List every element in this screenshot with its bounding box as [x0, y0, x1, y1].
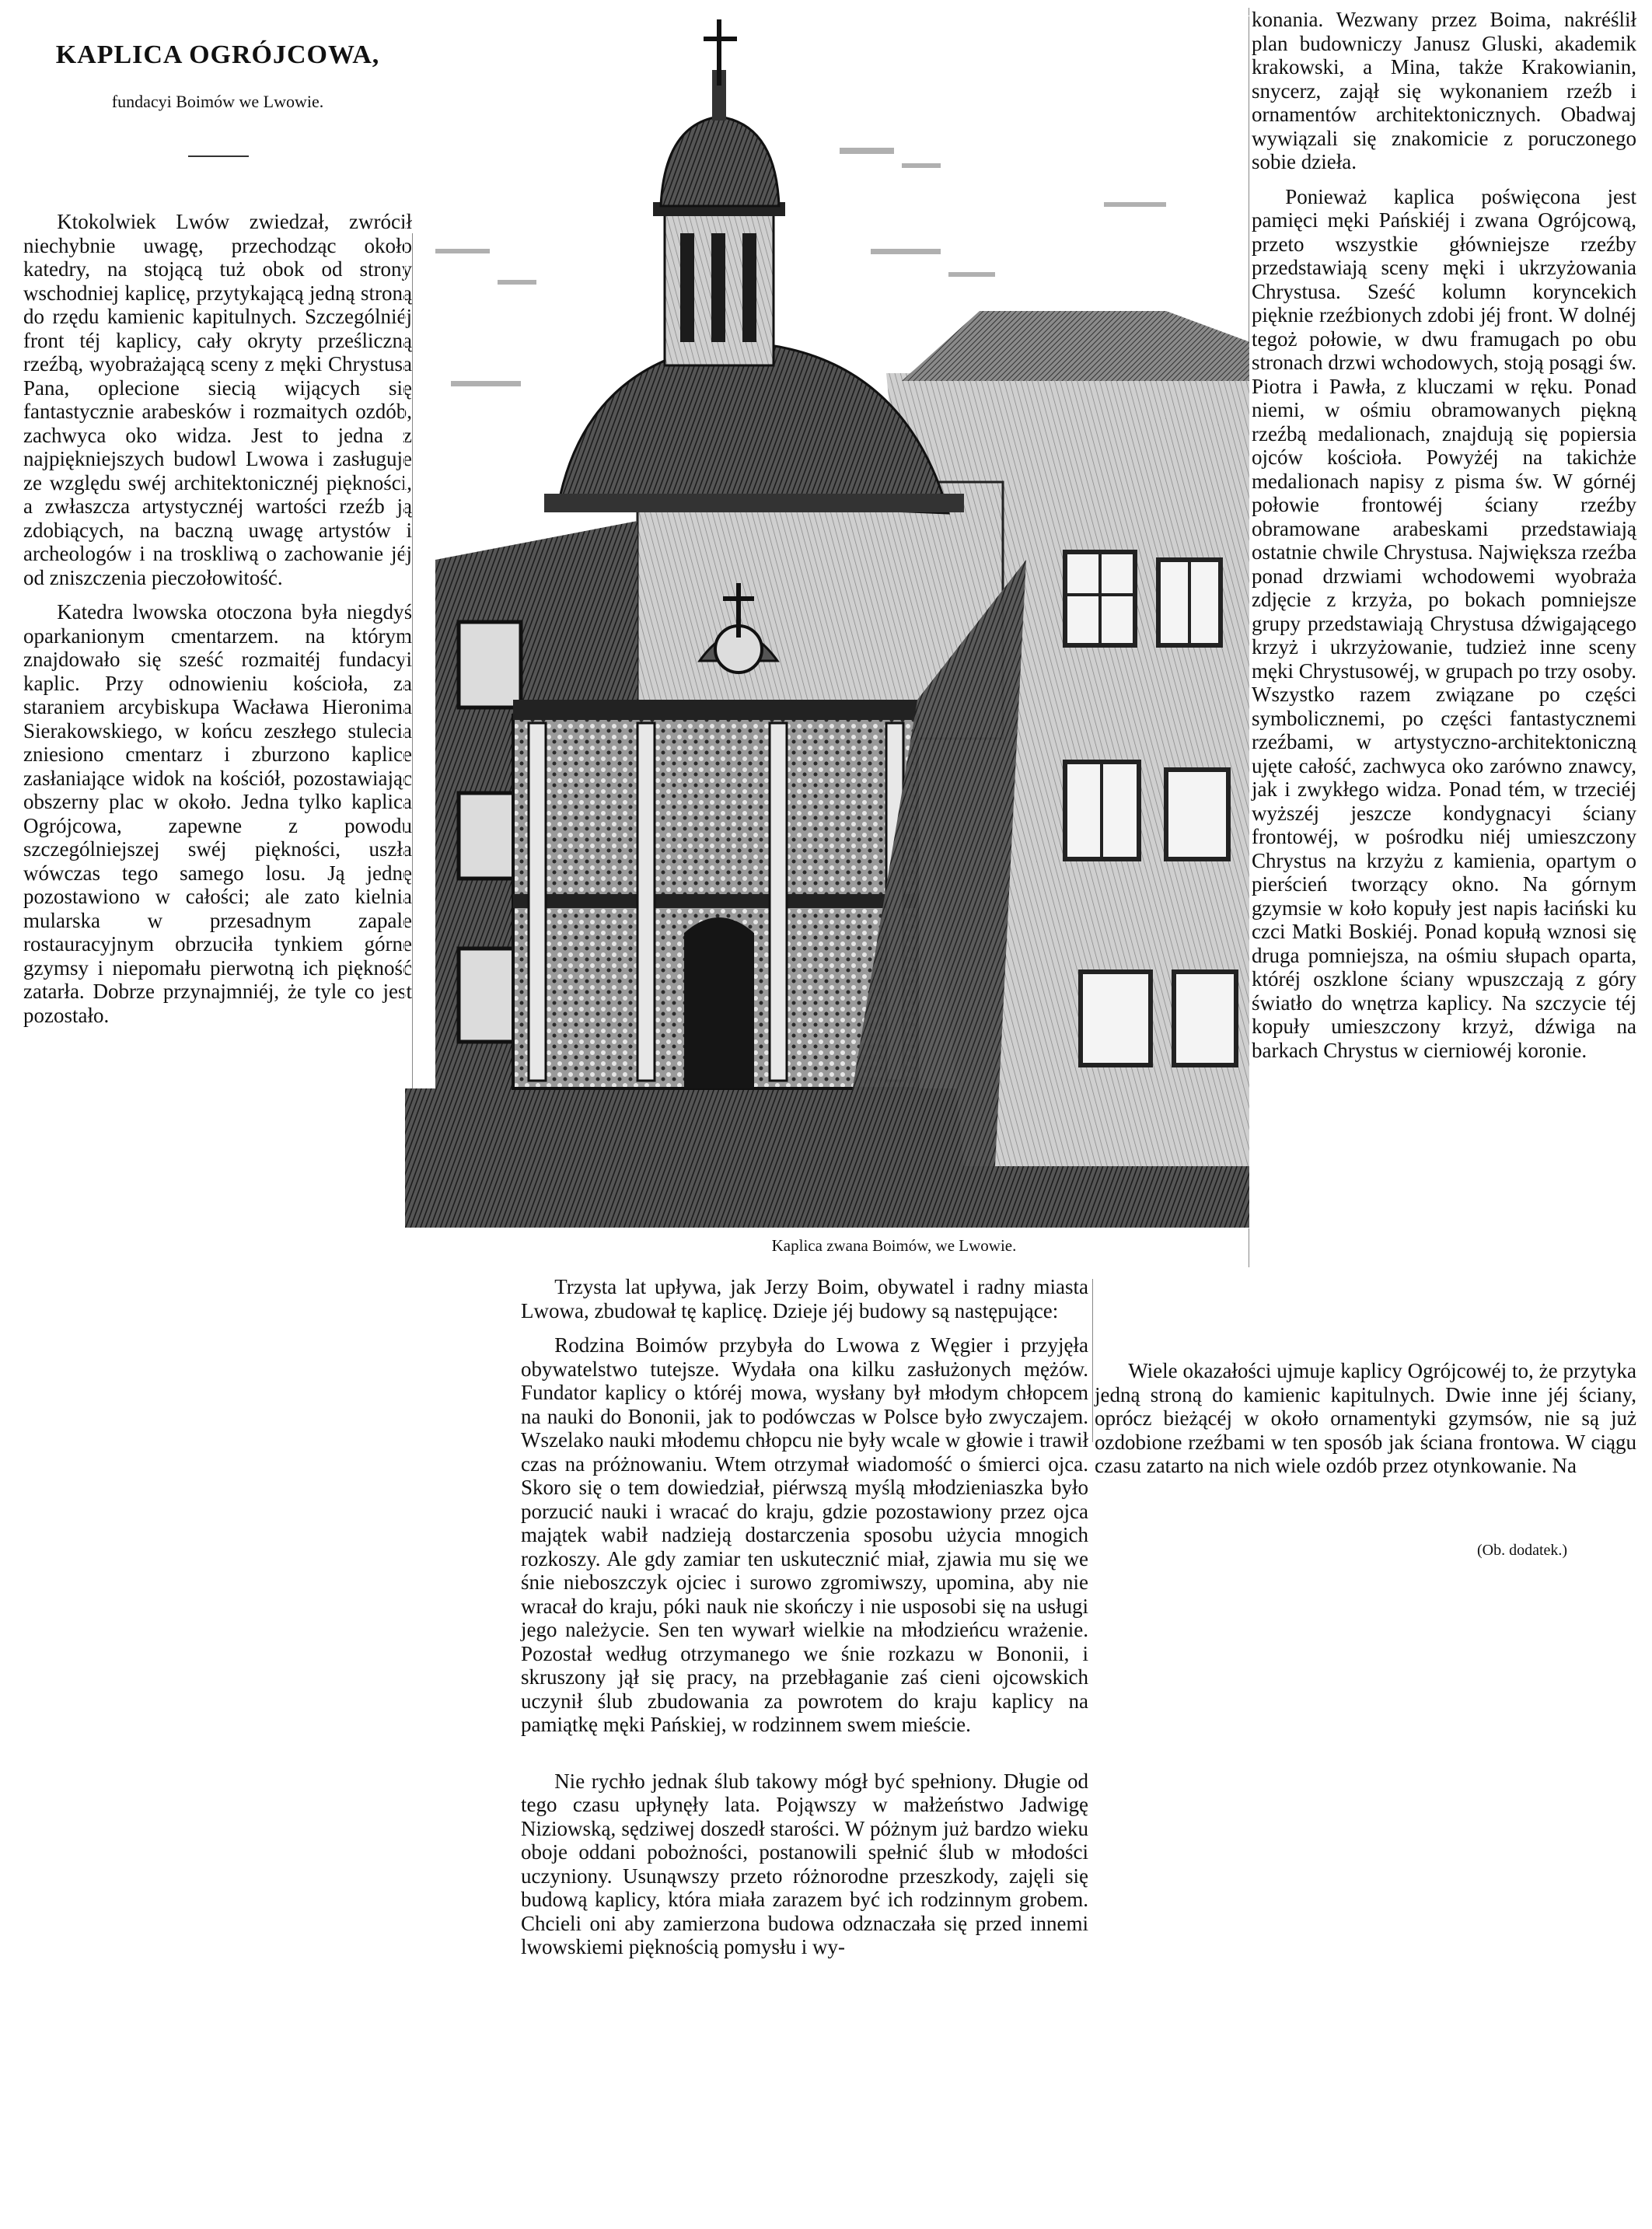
right-column: [1252, 8, 1636, 1062]
paragraph: Ponieważ kaplica poświęcona jest pamięci męki Pańskiéj i zwana Ogrójcową, przeto wszystkie główniejsze rzeźby przedstawiają sceny męki i ukrzyżowania Chrystusa. Sześć kolumn koryncekich pięknie rzeźbionych zdobi jéj front. W dolnéj tegoż połowie, w dwu framugach po obu stronach drzwi wchodowych, stoją posągi św. Piotra i Pawła, z kluczami w ręku. Ponad niemi, w ośmiu obramowanych piękną rzeźbą medalionach, znajdują się popiersia ojców kościoła. Powyżéj na takichże medalionach napisy z pisma św. W górnéj połowie frontowéj ściany rzeźby obramowane arabeskami przedstawiają ostatnie chwile Chrystusa. Największa rzeźba ponad drzwiami wchodowemi wyobraża zdjęcie z krzyża, po bokach pomniejsze grupy przedstawiają Chrystusa dźwigającego krzyż i ukrzyżowanie, tudzież inne sceny męki Chrystusowéj, w grupach po trzy osoby. Wszystko razem związane po części symbolicznemi, po części fantastycznemi rzeźbami, w artystyczno-architektoniczną ujęte całość, zachwyca oko zarówno znawcy, jak i zwykłego widza. Ponad tém, w trzeciéj wyższéj jeszcze kondygnacyi ściany frontowéj, w pośrodku niéj umieszczony Chrystus na krzyżu z kamienia, opartym o pierścień tworzący okno. Na górnym gzymsie w koło kopuły jest napis łaciński ku czci Matki Boskiéj. Ponad kopułą wznosi się druga pomniejsza, na ośmiu słupach oparta, któréj oszklone ściany wpuszczają z góry światło do wnętrza kaplicy. Na szczycie téj kopuły umieszczony krzyż, dźwiga na barkach Chrystus w cierniowéj koronie.: [1252, 184, 1636, 1062]
paragraph: Katedra lwowska otoczona była niegdyś oparkanionym cmentarzem. na którym znajdowało się sześć rozmaitéj fundacyi kaplic. Przy odnowieniu kościoła, za staraniem arcybiskupa Wacława Hieronima Sierakowskiego, w końcu zeszłego stulecia zniesiono cmentarz i zburzono kaplice zasłaniające widok na kościół, pozostawiając obszerny plac w około. Jedna tylko kaplica Ogrójcowa, zapewne z powodu szczególniejszej swéj piękności, uszła wówczas tego samego losu. Ją jednę pozostawiono w całości; ale zato kielnia mularska w przesadnym zapale rostauracyjnym obrzuciła tynkiem górne gzymsy i niepomału pierwotną ich piękność zatarła. Dobrze przynajmniéj, że tyle co jest pozostało.: [23, 600, 412, 1027]
cross-icon: [704, 19, 737, 86]
paragraph: konania. Wezwany przez Boima, nakréślił plan budowniczy Janusz Gluski, akademik krakowski, a Mina, także Krakowianin, snycerz, zajął się wykonaniem rzeźb i ornamentów architektonicznych. Obadwaj wywiązali się znakomicie z poruczonego sobie dzieła.: [1252, 8, 1636, 173]
paragraph: Wiele okazałości ujmuje kaplicy Ogrójcowéj to, że przytyka jedną stroną do kamienic kapitulnych. Dwie inne jéj ściany, oprócz bieżącéj w około ornamentyki gzymsów, nie są już ozdobione rzeźbami w ten sposób jak ściana frontowa. W ciągu czasu zatarto na nich wiele ozdób przez otynkowanie. Na: [1095, 1359, 1636, 1477]
left-column: [23, 210, 412, 1027]
paragraph: Nie rychło jednak ślub takowy mógł być spełniony. Długie od tego czasu upłynęły lata. Pojąwszy w małżeństwo Jadwigę Niziowską, sędziwej doszedł starości. W póżnym już bardzo wieku oboje oddani pobożności, postanowili spełnić ślub w młodości uczyniony. Usunąwszy przeto różnorodne przeszkody, zajęli się budową kaplicy, która miała zarazem być ich rodzinnym grobem. Chcieli oni aby zamierzona budowa odznaczała się przed innemi lwowskiemi pięknością pomysłu i wy-: [521, 1769, 1088, 1958]
paragraph: Ktokolwiek Lwów zwiedzał, zwrócił niechybnie uwagę, przechodząc około katedry, na stojącą tuż obok od strony wschodniej kaplicę, przytykającą jedną stroną do rzędu kamienic kapitulnych. Szczególniéj front téj kaplicy, cały okryty prześliczną rzeźbą, wyobrażającą sceny z męki Chrystusa Pana, oplecione siecią wijących się fantastycznie arabesków i rozmaitych ozdób, zachwyca oko widza. Jest to jedna z najpiękniejszych budowl Lwowa i zasługuje ze względu swéj architektonicznéj piękności, a zwłaszcza artystycznéj wartości rzeźb ją zdobiących, na baczną uwagę artystów i archeologów i na troskliwą o zachowanie jéj od zniszczenia pieczołowitość.: [23, 210, 412, 589]
bottom-right-column: [1095, 1359, 1636, 1478]
chapel-engraving: [404, 16, 1250, 1228]
bottom-left-column: [521, 1275, 1088, 1959]
article-title: KAPLICA OGRÓJCOWA,: [55, 40, 380, 69]
continuation-note: (Ob. dodatek.): [1477, 1542, 1568, 1559]
article-subtitle: fundacyi Boimów we Lwowie.: [111, 92, 324, 111]
paragraph: Trzysta lat upływa, jak Jerzy Boim, obywatel i radny miasta Lwowa, zbudował tę kaplicę. Dzieje jéj budowy są następujące:: [521, 1275, 1088, 1322]
title-rule: [188, 155, 249, 157]
image-caption: Kaplica zwana Boimów, we Lwowie.: [771, 1236, 1017, 1255]
column-divider: [1092, 1279, 1093, 1442]
paragraph: Rodzina Boimów przybyła do Lwowa z Węgier i przyjęła obywatelstwo tutejsze. Wydała ona kilku zasłużonych mężów. Fundator kaplicy o któréj mowa, wysłany był młodym chłopcem na nauki do Bononii, jak to podówczas w Polsce było zwyczajem. Wszelako nauki młodemu chłopcu nie były wcale w głowie i trawił czas na próżnowaniu. Wtem otrzymał wiadomość o śmierci ojca. Skoro się o tem dowiedział, piérwszą myślą młodzieniaszka było porzucić nauki i wracać do kraju, gdzie pozostawiony przez ojca majątek wabił nadzieją dostarczenia sposobu użycia mnogich rozkoszy. Ale gdy zamiar ten uskutecznić miał, zjawia mu się we śnie nieboszczyk ojciec i surowo zgromiwszy, upomina, aby nie wracał do kraju, póki nauk nie skończy i nie usposobi się na usługi jego należycie. Sen ten wywarł wielkie na młodzieńcu wrażenie. Pozostał według otrzymanego we śnie rozkazu w Bononii, i skruszony jął się pracy, na przebłaganie zaś cieni ojcowskich uczynił ślub zbudowania za powrotem do kraju kaplicy na pamiątkę męki Pańskiej, w rodzinnem swem mieście.: [521, 1333, 1088, 1736]
